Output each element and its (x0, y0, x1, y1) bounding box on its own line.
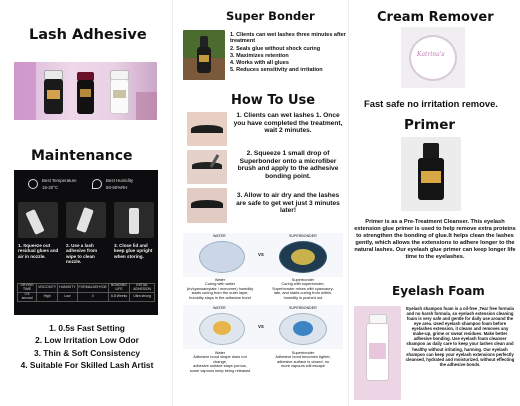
how-to-step-2: 2. Squeeze 1 small drop of Superbonder onto a microfiber brush and apply to the adhesive bonding point. (237, 150, 339, 180)
column-divider (348, 0, 349, 406)
thermometer-icon (28, 179, 38, 189)
diagram-label-superbonder: SUPERBONDER (289, 306, 317, 310)
spec-header: HUMIDITY (58, 284, 77, 293)
spec-value: Ultra strong (130, 293, 155, 302)
super-bonder-title: Super Bonder (226, 9, 315, 23)
super-bonder-photo (183, 30, 225, 80)
best-humidity-value: 50-60%RH (106, 185, 128, 190)
feature-item: 3. Thin & Soft Consistency (33, 347, 141, 358)
spec-value-row (18, 293, 155, 302)
tip-caption-2: 2. Use a lash adhesive from wipe to clean nozzle. (66, 243, 98, 265)
tip-image-3 (114, 202, 154, 238)
how-to-step-3: 3. Allow to air dry and the lashes are safe to get wet just 3 minutes later! (236, 192, 340, 214)
feature-item: 4. Suitable For Skilled Lash Artist (20, 359, 154, 370)
eyelash-foam-photo (354, 306, 401, 400)
spec-header: FORMALDEHYDE (77, 284, 108, 293)
feature-item: 1. 0.5s Fast Setting (49, 323, 125, 333)
feature-item: 2. Low Irritation Low Odor (35, 335, 139, 346)
tip-caption-1: 1. Squeeze out residual glues and air in nozzle. (18, 243, 59, 259)
eye-photo-1 (187, 112, 227, 146)
super-bonder-point: 4. Works with all glues (230, 60, 289, 67)
humidity-icon (92, 179, 102, 189)
eye-photo-2 (187, 150, 227, 184)
best-humidity-label: Best Humidity (106, 178, 134, 183)
super-bonder-point: 1. Clients can wet lashes three minutes after treatment (230, 32, 346, 45)
spec-header: DRYING TIME (18, 284, 37, 293)
cream-remover-photo (401, 27, 465, 88)
superbonder-core (291, 249, 315, 265)
maintenance-title: Maintenance (31, 148, 133, 164)
caption-superbonder-1: Superbonder Curing with superbonder, Superbonder mixes with cyanoacry- late, and starts curing from within, humidity is pushed out (272, 277, 334, 300)
caption-superbonder-2: Superbonder Adhesive bond becomes tighter, adhesive surface is closed, no more vapours will escape (275, 350, 331, 369)
primer-description: Primer is as a Pre-Treatment Cleanser. This eyelash extension glue primer is used to help remove extra proteins to strengthen the bonding of glue.It helps clean the lashes gently, which allows the extensions to adhere longer to the natural lashes. Our eyelash glue primer can keep longer life time to the eyelashes. (354, 219, 516, 260)
spec-value: 6-8 Weeks (108, 293, 129, 302)
best-temperature-label: Best Temperature (42, 178, 77, 183)
tip-image-1 (18, 202, 58, 238)
how-to-step-1: 1. Clients can wet lashes 1. Once you have completed the treatment, wait 2 minutes. (233, 112, 343, 134)
best-temperature-value: 15-20°C (42, 185, 59, 190)
how-to-use-title: How To Use (231, 93, 316, 108)
primer-title: Primer (404, 117, 456, 133)
spec-value: 0.5 second (18, 293, 37, 302)
caption-water-2: Water Adhesive bond shape does not change, adhesive surface stays porous, some vapours keep being released (189, 350, 251, 373)
caption-water-1: Water Curing with water (rh/cyanoacrylate / monomer) humidity starts curing from the outer layer, humidity stays in the adhesive bond (186, 277, 254, 300)
comparison-diagram-1 (183, 233, 343, 277)
spec-value: High (37, 293, 58, 302)
spec-header: INITIAL ADHESION (130, 284, 155, 293)
super-bonder-point: 2. Seals glue without shock curing (230, 45, 321, 52)
water-diagram-circle (199, 241, 245, 273)
eyelash-foam-description: Eyelash shampoo foam is a oil-free ,Tear free formula and no harsh formula, so eyelash extension cleaning foam is very safe and gentle for daily use around the eye area. Used eyelash shampoo foam before eyelashes extension, it cleans and removes any make-up, grime or sweat residues. Make better adhesive bonding. Use eyelash foam cleanser shampoo as daily care to keep your lashes clean and healthy without irritating, harming. Our eyelash shampoo can keep your eyelash extensions perfectly cleansed, hydrated and moisturized, without effecting the adhesive bonds. (405, 306, 515, 367)
vs-label: VS (258, 324, 264, 329)
tip-caption-3: 3. Close lid and keep glue upright when storing. (114, 243, 153, 259)
spec-table (17, 283, 155, 302)
eyelash-foam-title: Eyelash Foam (392, 284, 485, 298)
cream-remover-title: Cream Remover (377, 10, 494, 25)
vs-label: VS (258, 252, 264, 257)
spec-value: 0 (77, 293, 108, 302)
primer-photo (401, 137, 461, 211)
super-bonder-point: 5. Reduces sensitivity and irritation (230, 67, 323, 74)
eye-photo-3 (187, 188, 227, 223)
superbonder-core (293, 321, 313, 336)
spec-header-row (18, 284, 155, 293)
features-list (14, 322, 160, 371)
column-divider (172, 0, 173, 406)
comparison-diagram-2 (183, 305, 343, 349)
cream-remover-tagline: Fast safe no irritation remove. (364, 98, 498, 109)
diagram-label-water: WATER (213, 234, 226, 238)
diagram-label-superbonder: SUPERBONDER (289, 234, 317, 238)
cream-remover-logo: Katrina's (417, 51, 445, 58)
spec-header: VISCOSITY (37, 284, 58, 293)
diagram-label-water: WATER (213, 306, 226, 310)
spec-value: Low (58, 293, 77, 302)
maintenance-panel (14, 170, 158, 315)
super-bonder-points (230, 32, 348, 74)
spec-header: BONDING LIFE (108, 284, 129, 293)
tip-image-2 (66, 202, 106, 238)
lash-adhesive-photo (14, 62, 157, 120)
super-bonder-point: 3. Maximizes retention (230, 52, 289, 59)
water-core (213, 321, 231, 335)
lash-adhesive-title: Lash Adhesive (29, 27, 147, 43)
